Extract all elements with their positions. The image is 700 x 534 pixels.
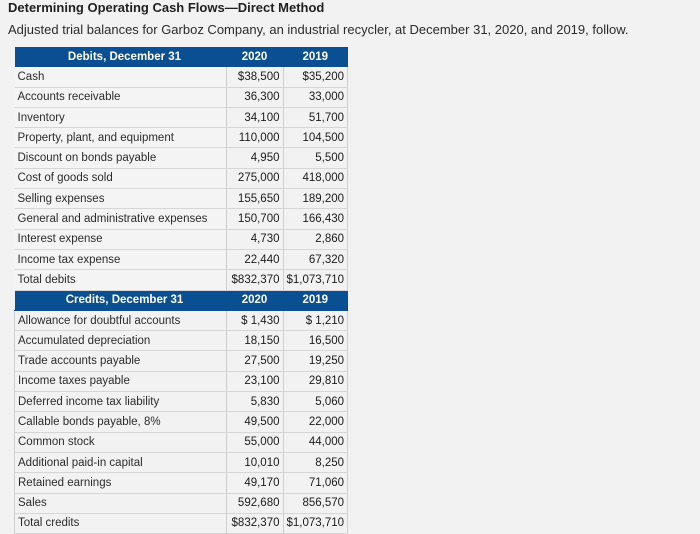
- debits-value-2019: 33,000: [283, 87, 348, 107]
- credits-value-2019: 8,250: [283, 452, 348, 472]
- credits-value-2020: $832,370: [226, 513, 283, 533]
- debits-value-2019: $35,200: [283, 67, 348, 87]
- credits-value-2019: 19,250: [283, 351, 348, 371]
- debits-value-2020: 22,440: [226, 249, 283, 269]
- intro-text: Adjusted trial balances for Garboz Company, an industrial recycler, at December 31, 2020, and 2019, follow.: [8, 22, 629, 37]
- debit-row: [15, 270, 348, 290]
- debits-value-2019: 418,000: [283, 168, 348, 188]
- debits-value-2020: $832,370: [226, 270, 283, 290]
- debits-account-label: Cash: [15, 67, 227, 87]
- credit-row: [15, 412, 348, 432]
- debits-value-2019: 104,500: [283, 128, 348, 148]
- debits-account-label: Property, plant, and equipment: [15, 128, 227, 148]
- credit-row: [15, 513, 348, 533]
- credits-account-label: Additional paid-in capital: [15, 452, 227, 472]
- credits-account-label: Retained earnings: [15, 473, 227, 493]
- credits-value-2020: 10,010: [226, 452, 283, 472]
- credit-row: [15, 310, 348, 330]
- credits-account-label: Common stock: [15, 432, 227, 452]
- credits-value-2020: 18,150: [226, 331, 283, 351]
- credits-account-label: Total credits: [15, 513, 227, 533]
- debits-account-label: Interest expense: [15, 229, 227, 249]
- debits-account-label: General and administrative expenses: [15, 209, 227, 229]
- credits-value-2019: 44,000: [283, 432, 348, 452]
- debits-header-2020: 2020: [226, 47, 283, 67]
- debits-value-2019: 2,860: [283, 229, 348, 249]
- credits-header-row: [15, 290, 348, 310]
- credits-value-2020: 5,830: [226, 392, 283, 412]
- credits-value-2020: 55,000: [226, 432, 283, 452]
- debits-value-2019: 67,320: [283, 249, 348, 269]
- credit-row: [15, 331, 348, 351]
- debit-row: [15, 148, 348, 168]
- debits-value-2020: $38,500: [226, 67, 283, 87]
- credits-value-2019: 29,810: [283, 371, 348, 391]
- credits-header-label: Credits, December 31: [15, 290, 227, 310]
- credits-account-label: Trade accounts payable: [15, 351, 227, 371]
- debits-account-label: Total debits: [15, 270, 227, 290]
- page-title: Determining Operating Cash Flows—Direct Method: [8, 0, 325, 15]
- debits-value-2019: 166,430: [283, 209, 348, 229]
- debits-value-2020: 150,700: [226, 209, 283, 229]
- debits-value-2019: $1,073,710: [283, 270, 348, 290]
- debit-row: [15, 209, 348, 229]
- debits-account-label: Inventory: [15, 107, 227, 127]
- debit-row: [15, 168, 348, 188]
- credits-value-2020: 49,170: [226, 473, 283, 493]
- debits-account-label: Selling expenses: [15, 189, 227, 209]
- debits-value-2019: 51,700: [283, 107, 348, 127]
- credits-value-2020: 27,500: [226, 351, 283, 371]
- debit-row: [15, 87, 348, 107]
- credit-row: [15, 371, 348, 391]
- credit-row: [15, 452, 348, 472]
- credits-account-label: Sales: [15, 493, 227, 513]
- debits-value-2019: 5,500: [283, 148, 348, 168]
- credits-value-2020: $ 1,430: [226, 310, 283, 330]
- credits-account-label: Accumulated depreciation: [15, 331, 227, 351]
- credits-value-2019: 71,060: [283, 473, 348, 493]
- debits-header-2019: 2019: [283, 47, 348, 67]
- debit-row: [15, 249, 348, 269]
- debits-value-2020: 4,730: [226, 229, 283, 249]
- debit-row: [15, 128, 348, 148]
- credits-value-2020: 23,100: [226, 371, 283, 391]
- debits-value-2020: 110,000: [226, 128, 283, 148]
- debits-value-2019: 189,200: [283, 189, 348, 209]
- debits-account-label: Cost of goods sold: [15, 168, 227, 188]
- debits-account-label: Discount on bonds payable: [15, 148, 227, 168]
- credit-row: [15, 473, 348, 493]
- trial-balance-table: [14, 47, 348, 534]
- debits-value-2020: 275,000: [226, 168, 283, 188]
- debits-value-2020: 34,100: [226, 107, 283, 127]
- debit-row: [15, 189, 348, 209]
- credits-account-label: Income taxes payable: [15, 371, 227, 391]
- debit-row: [15, 107, 348, 127]
- credit-row: [15, 351, 348, 371]
- credits-account-label: Allowance for doubtful accounts: [15, 310, 227, 330]
- credit-row: [15, 392, 348, 412]
- credits-value-2019: 22,000: [283, 412, 348, 432]
- credits-value-2019: 5,060: [283, 392, 348, 412]
- credits-value-2019: 16,500: [283, 331, 348, 351]
- credits-value-2020: 592,680: [226, 493, 283, 513]
- credit-row: [15, 493, 348, 513]
- credits-account-label: Deferred income tax liability: [15, 392, 227, 412]
- credits-value-2020: 49,500: [226, 412, 283, 432]
- credits-value-2019: 856,570: [283, 493, 348, 513]
- credit-row: [15, 432, 348, 452]
- debits-value-2020: 36,300: [226, 87, 283, 107]
- credits-header-2020: 2020: [226, 290, 283, 310]
- debit-row: [15, 229, 348, 249]
- debits-account-label: Income tax expense: [15, 249, 227, 269]
- debits-account-label: Accounts receivable: [15, 87, 227, 107]
- debits-header-label: Debits, December 31: [15, 47, 227, 67]
- debits-value-2020: 4,950: [226, 148, 283, 168]
- debits-value-2020: 155,650: [226, 189, 283, 209]
- credits-value-2019: $1,073,710: [283, 513, 348, 533]
- debits-header-row: [15, 47, 348, 67]
- debit-row: [15, 67, 348, 87]
- credits-account-label: Callable bonds payable, 8%: [15, 412, 227, 432]
- credits-value-2019: $ 1,210: [283, 310, 348, 330]
- credits-header-2019: 2019: [283, 290, 348, 310]
